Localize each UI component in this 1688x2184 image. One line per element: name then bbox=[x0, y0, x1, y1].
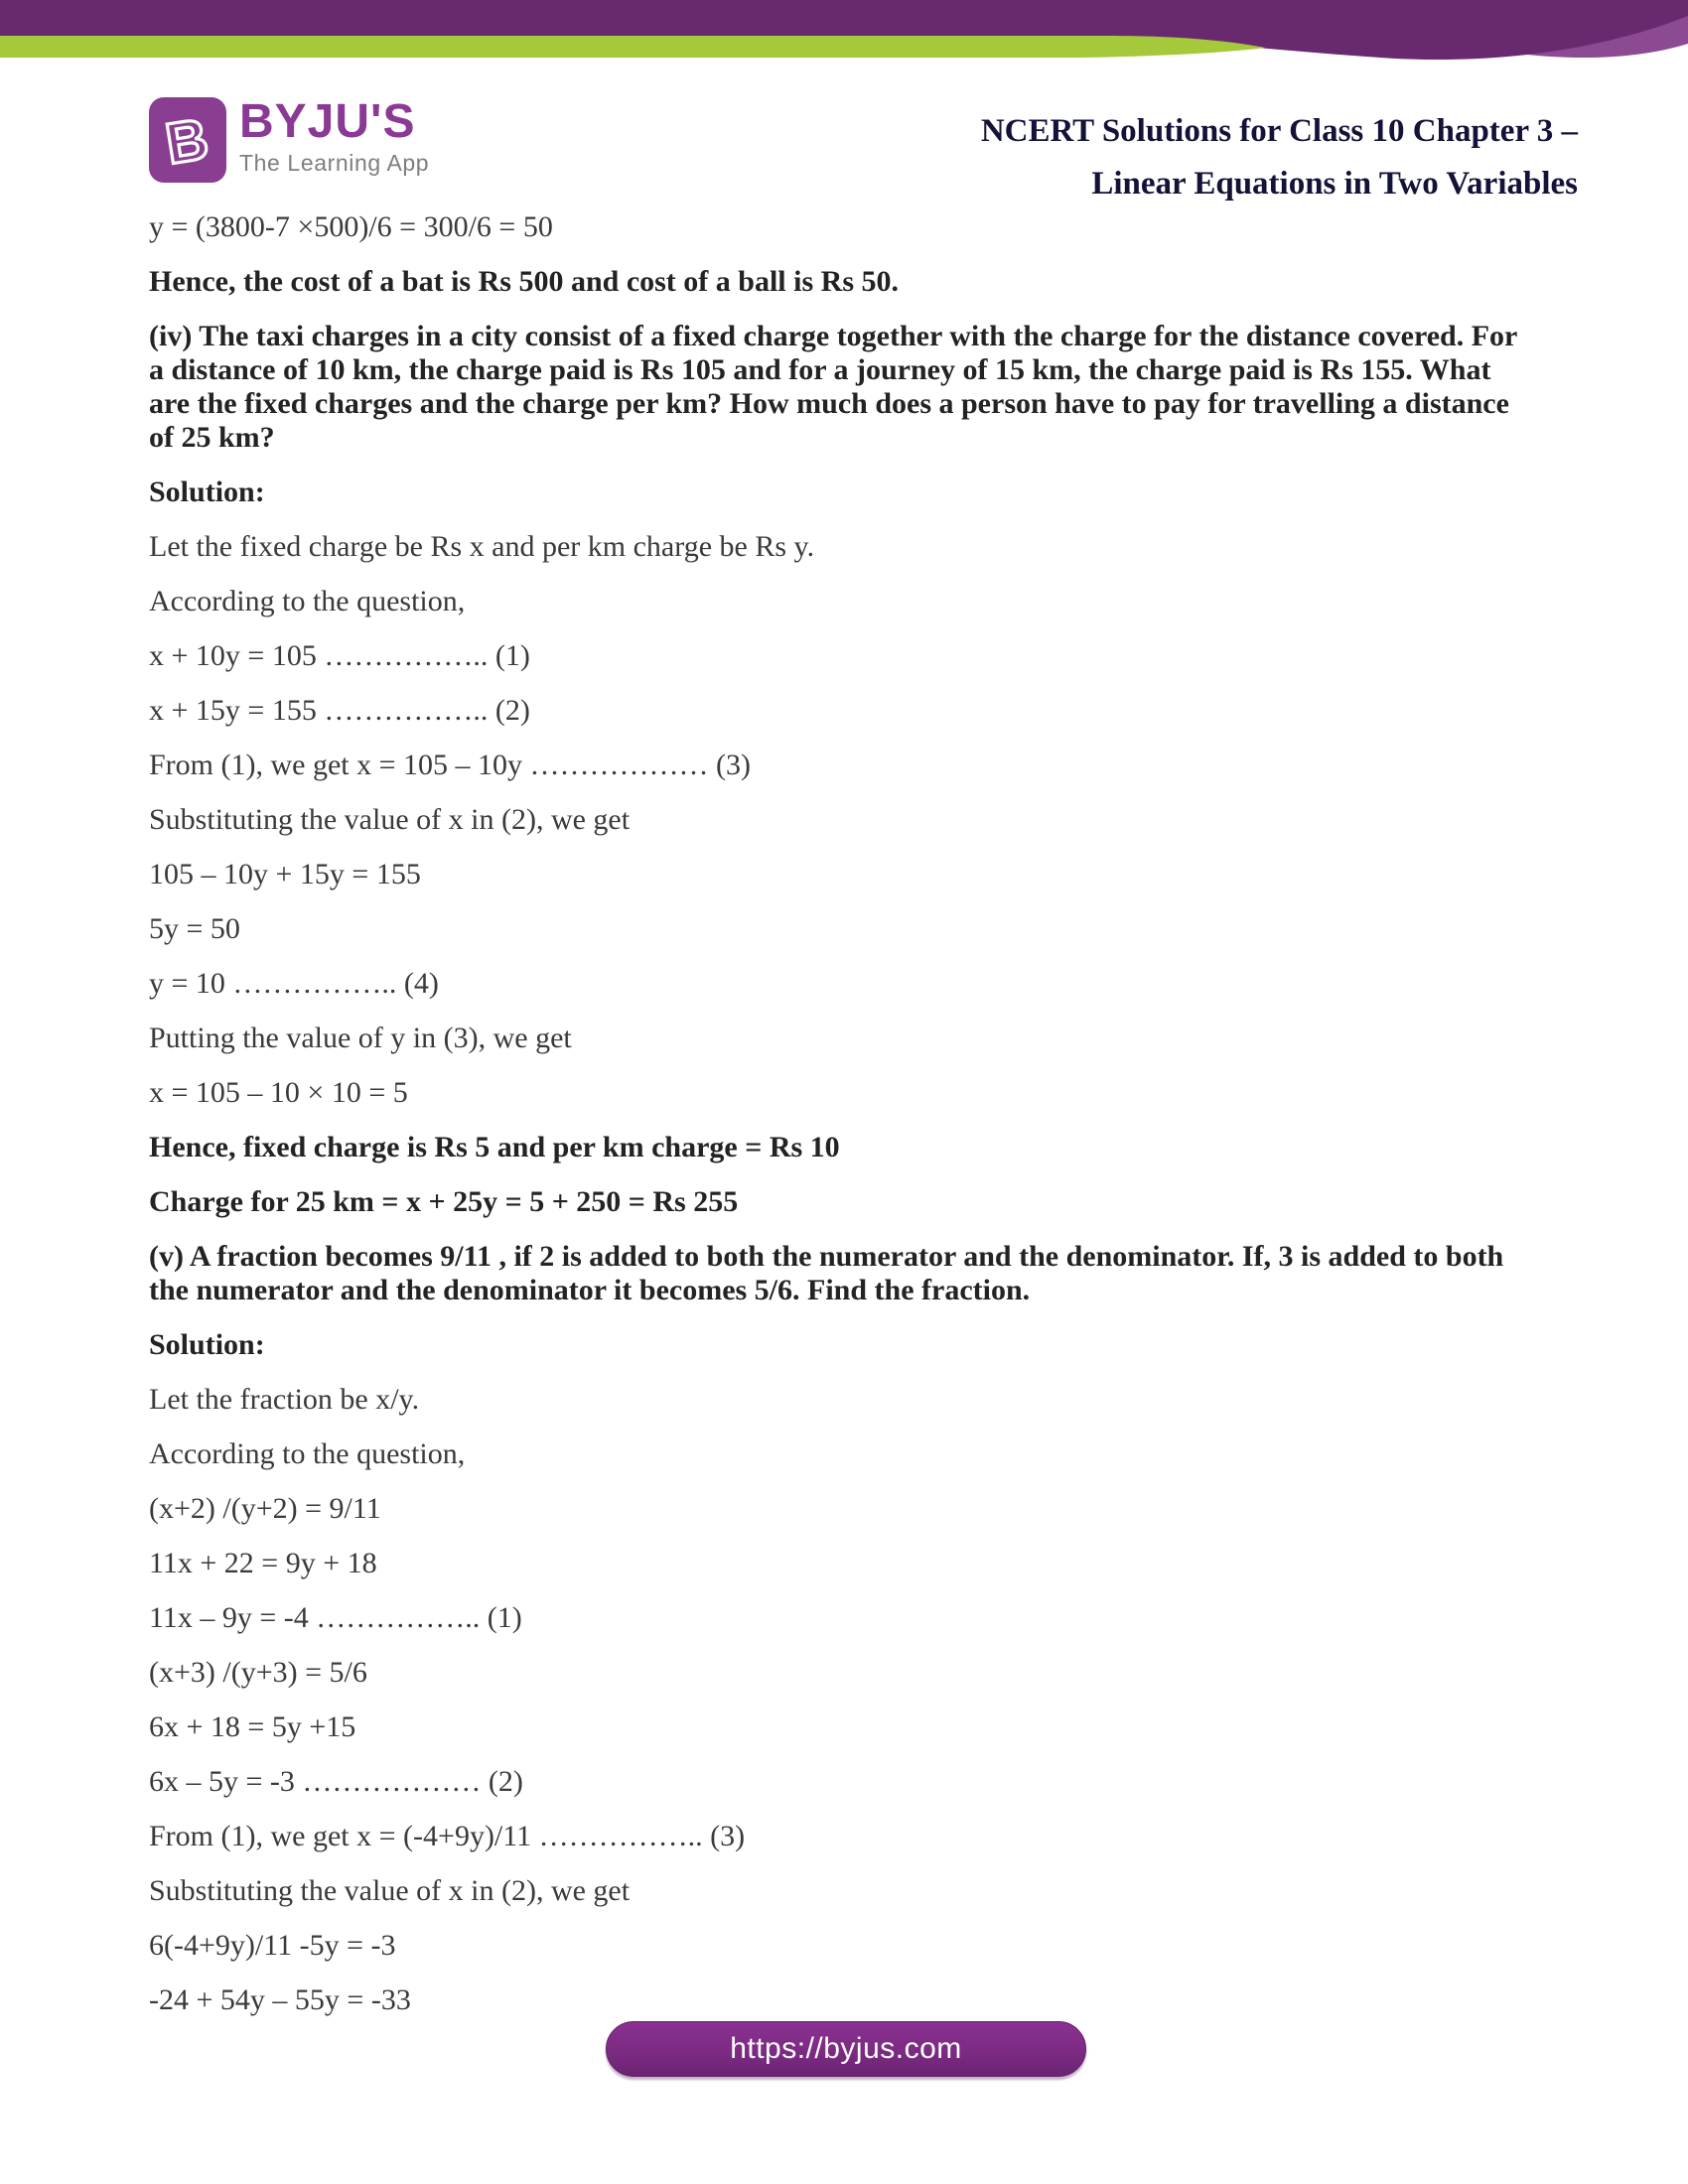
solution-paragraph: 6x + 18 = 5y +15 bbox=[149, 1710, 356, 1743]
wave-green-shape bbox=[0, 36, 1265, 58]
solution-paragraph: Solution: bbox=[149, 1328, 265, 1361]
solution-paragraph: From (1), we get x = (-4+9y)/11 …………….. (3) bbox=[149, 1820, 746, 1852]
byjus-logo bbox=[149, 97, 429, 183]
solution-paragraph: 6x – 5y = -3 ……………… (2) bbox=[149, 1765, 523, 1798]
footer-url-text: https://byjus.com bbox=[730, 2032, 962, 2065]
svg-text:B: B bbox=[161, 106, 213, 178]
solution-paragraph: According to the question, bbox=[149, 1437, 466, 1470]
solution-paragraph: (iv) The taxi charges in a city consist of a fixed charge together with the charge for the distance covered. For a distance of 10 km, the charge paid is Rs 105 and for a journey of 15 km, the charge paid is Rs 155. What are the fixed charges and the charge per km? How much does a person have to pay for travelling a distance of 25 km? bbox=[149, 320, 1517, 454]
solution-paragraph: y = 10 …………….. (4) bbox=[149, 967, 439, 1000]
solution-paragraph: Substituting the value of x in (2), we get bbox=[149, 803, 631, 836]
solution-paragraph: Hence, the cost of a bat is Rs 500 and cost of a ball is Rs 50. bbox=[149, 265, 899, 298]
solution-paragraph: Substituting the value of x in (2), we get bbox=[149, 1874, 631, 1907]
solution-paragraph: 11x + 22 = 9y + 18 bbox=[149, 1547, 377, 1579]
solution-paragraph: Solution: bbox=[149, 476, 265, 508]
byjus-brand-text: BYJU'S bbox=[239, 95, 416, 148]
page-title-line2: Linear Equations in Two Variables bbox=[1091, 166, 1578, 202]
page-title bbox=[981, 105, 1578, 210]
solution-paragraph: (v) A fraction becomes 9/11 , if 2 is added to both the numerator and the denominator. If, 3 is added to both the numerator and the denominator it becomes 5/6. Find the fraction. bbox=[149, 1240, 1504, 1306]
solution-paragraph: According to the question, bbox=[149, 585, 466, 617]
solution-paragraph: Hence, fixed charge is Rs 5 and per km charge = Rs 10 bbox=[149, 1131, 840, 1163]
solution-paragraph: 105 – 10y + 15y = 155 bbox=[149, 858, 421, 890]
solution-paragraph: x + 15y = 155 …………….. (2) bbox=[149, 694, 530, 727]
solution-paragraph: 5y = 50 bbox=[149, 912, 240, 945]
page-title-line1: NCERT Solutions for Class 10 Chapter 3 – bbox=[980, 113, 1578, 149]
solution-paragraph: Let the fraction be x/y. bbox=[149, 1383, 420, 1416]
byjus-b-icon bbox=[149, 97, 226, 183]
solution-paragraph: y = (3800-7 ×500)/6 = 300/6 = 50 bbox=[149, 210, 553, 243]
footer-url-link[interactable] bbox=[606, 2021, 1086, 2077]
solution-paragraph: (x+3) /(y+3) = 5/6 bbox=[149, 1656, 367, 1689]
solution-paragraph: (x+2) /(y+2) = 9/11 bbox=[149, 1492, 381, 1525]
solution-content bbox=[149, 210, 1531, 2038]
solution-paragraph: From (1), we get x = 105 – 10y ……………… (3) bbox=[149, 749, 752, 781]
solution-paragraph: Putting the value of y in (3), we get bbox=[149, 1022, 572, 1054]
solution-paragraph: 6(-4+9y)/11 -5y = -3 bbox=[149, 1929, 396, 1962]
solution-paragraph: 11x – 9y = -4 …………….. (1) bbox=[149, 1601, 522, 1634]
solution-paragraph: -24 + 54y – 55y = -33 bbox=[149, 1983, 411, 2016]
byjus-tagline: The Learning App bbox=[239, 150, 430, 176]
solution-paragraph: x + 10y = 105 …………….. (1) bbox=[149, 639, 530, 672]
solution-paragraph: x = 105 – 10 × 10 = 5 bbox=[149, 1076, 408, 1109]
solution-paragraph: Charge for 25 km = x + 25y = 5 + 250 = Rs 255 bbox=[149, 1185, 739, 1218]
solution-paragraph: Let the fixed charge be Rs x and per km charge be Rs y. bbox=[149, 530, 815, 563]
